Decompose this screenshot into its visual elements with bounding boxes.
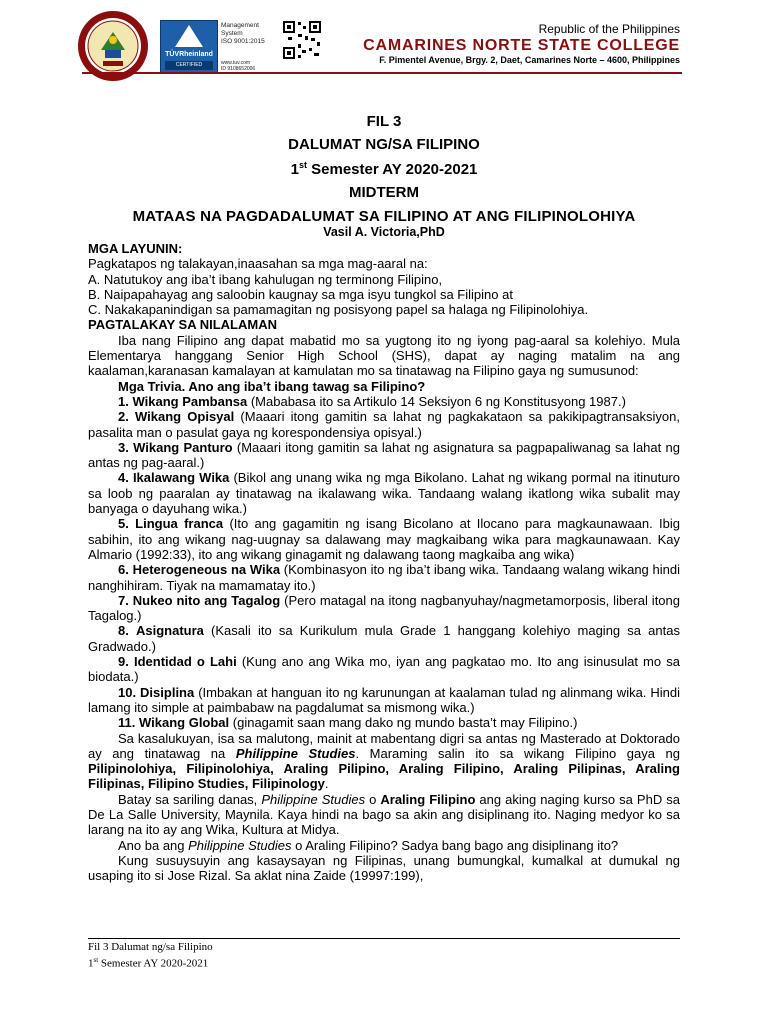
paragraph-personal-experience: Batay sa sariling danas, Philippine Studies o Araling Filipino ang aking naging kurso sa PhD sa De La Salle University, Maynila. Kaya hindi na bago sa akin ang disiplinang ito. Naging medyor ko sa larang na ito ay ang Wika, Kultura at Midya. xyxy=(88,791,680,838)
paragraph-question: Ano ba ang Philippine Studies o Araling Filipino? Sadya bang bago ang disiplinang ito? xyxy=(118,837,619,853)
paragraph-history: Kung susuysuyin ang kasaysayan ng Filipinas, unang bumungkal, kumalkal at dumukal ng usaping ito si Jose Rizal. Sa aklat nina Zaide (19997:199), xyxy=(88,852,680,884)
tuv-brand: TÜVRheinland xyxy=(165,51,213,58)
footer-course: Fil 3 Dalumat ng/sa Filipino xyxy=(88,941,213,953)
paragraph-philippine-studies: Sa kasalukuyan, isa sa malutong, mainit at mabentang digri sa antas ng Masterado at Doktorado ay ang tinatawag na Philippine Studies. Maraming salin ito sa wikang Filipino gaya ng Pilipinolohiya, Filipinolohiya, Araling Pilipino, Araling Filipino, Araling Pilipinas, Araling Filipinas, Filipino Studies, Filipinology. xyxy=(88,730,680,792)
letterhead xyxy=(0,0,768,90)
term-item: 7. Nukeo nito ang Tagalog (Pero matagal na itong nagbanyuhay/nagmetamorposis, liberal itong Tagalog.) xyxy=(88,592,680,624)
objectives-heading: MGA LAYUNIN: xyxy=(88,241,183,256)
header-divider xyxy=(82,72,682,74)
term-title: MIDTERM xyxy=(349,184,419,201)
tuv-logo-icon xyxy=(175,25,203,47)
tuv-certified-label: CERTIFIED xyxy=(165,61,213,70)
objective-item: C. Nakakapanindigan sa pamamagitan ng posisyong papel sa halaga ng Filipinolohiya. xyxy=(88,302,589,318)
term-item: 4. Ikalawang Wika (Bikol ang unang wika ng mga Bikolano. Lahat ng wikang pormal na itinuturo sa loob ng paaralan ay tinatawag na ikalawang wika. Tandaang walang ikatlong wika subalit may banyaga o dayuhang wika.) xyxy=(88,470,680,517)
term-item: 8. Asignatura (Kasali ito sa Kurikulum mula Grade 1 hanggang kolehiyo maging sa antas Gradwado.) xyxy=(88,623,680,654)
semester-line: 1st Semester AY 2020-2021 xyxy=(290,160,478,178)
footer-divider xyxy=(88,938,680,939)
objective-item: B. Naipapahayag ang saloobin kaugnay sa mga isyu tungkol sa Filipino at xyxy=(88,286,513,302)
objective-item: A. Natutukoy ang iba’t ibang kahulugan ng terminong Filipino, xyxy=(88,271,443,287)
term-item: 11. Wikang Global (ginagamit saan mang dako ng mundo basta’t may Filipino.) xyxy=(118,715,578,731)
college-address: F. Pimentel Avenue, Brgy. 2, Daet, Camarines Norte – 4600, Philippines xyxy=(379,55,680,65)
footer-semester: 1st Semester AY 2020-2021 xyxy=(88,956,209,970)
trivia-heading: Mga Trivia. Ano ang iba’t ibang tawag sa Filipino? xyxy=(118,378,426,394)
objectives-intro: Pagkatapos ng talakayan,inaasahan sa mga mag-aaral na: xyxy=(88,256,428,272)
lesson-title: MATAAS NA PAGDADALUMAT SA FILIPINO AT ANG FILIPINOLOHIYA xyxy=(132,208,636,225)
management-system-text: Management System ISO 9001:2015 xyxy=(221,22,265,45)
discussion-intro: Iba nang Filipino ang dapat mabatid mo sa yugtong ito ng iyong pag-aaral sa kolehiyo. Mula Elementarya hanggang Senior High School (SHS), dapat ay naging matalim na ang kaalaman,karanasan kamalayan at kamulatan mo sa tinatawag na Filipino gaya ng sumusunod: xyxy=(88,332,680,379)
republic-text: Republic of the Philippines xyxy=(538,22,680,36)
term-item: 3. Wikang Panturo (Maaari itong gamitin sa lahat ng asignatura sa pagpapaliwanag sa lahat ng antas ng pag-aaral.) xyxy=(88,439,680,471)
course-title: DALUMAT NG/SA FILIPINO xyxy=(288,136,480,153)
term-item: 6. Heterogeneous na Wika (Kombinasyon ito ng iba’t ibang wika. Tandaang walang wikang hindi nanghihiram. Tiyak na mamamatay ito.) xyxy=(88,562,680,593)
term-item: 1. Wikang Pambansa (Mababasa ito sa Artikulo 14 Seksiyon 6 ng Konstitusyong 1987.) xyxy=(118,393,626,409)
term-item: 9. Identidad o Lahi (Kung ano ang Wika mo, iyan ang pagkatao mo. Ito ang isinusulat mo sa biodata.) xyxy=(88,654,680,685)
course-code: FIL 3 xyxy=(366,113,402,130)
term-item: 5. Lingua franca (Ito ang gagamitin ng isang Bicolano at Ilocano para magkaunawaan. Ibig sabihin, ito ang wikang nag-uugnay sa dalawang may magkaibang wika para magkaunawaan. Kay Almario (1992:33), ito ang wikang ginagamit ng dalawang taong magkaiba ang wika) xyxy=(88,516,680,562)
qr-code-icon xyxy=(282,20,322,60)
tuv-certification-badge xyxy=(160,20,218,74)
document-body xyxy=(88,241,680,883)
term-item: 10. Disiplina (Imbakan at hanguan ito ng karunungan at kaalaman tulad ng alinmang wika. Hindi lamang ito simple at paimbabaw na pagdalumat sa mismong wika.) xyxy=(88,684,680,715)
college-name: CAMARINES NORTE STATE COLLEGE xyxy=(363,37,680,54)
discussion-heading: PAGTALAKAY SA NILALAMAN xyxy=(88,317,277,333)
certificate-id-text: www.tuv.com ID 9108652006 xyxy=(221,60,256,72)
term-item: 2. Wikang Opisyal (Maaari itong gamitin sa lahat ng pagkakataon sa pakikipagtransaksiyon, pasalita man o pasulat gaya ng korespondensiya opisyal.) xyxy=(88,409,680,440)
page-footer xyxy=(88,941,213,971)
author-name: Vasil A. Victoria,PhD xyxy=(323,225,445,239)
